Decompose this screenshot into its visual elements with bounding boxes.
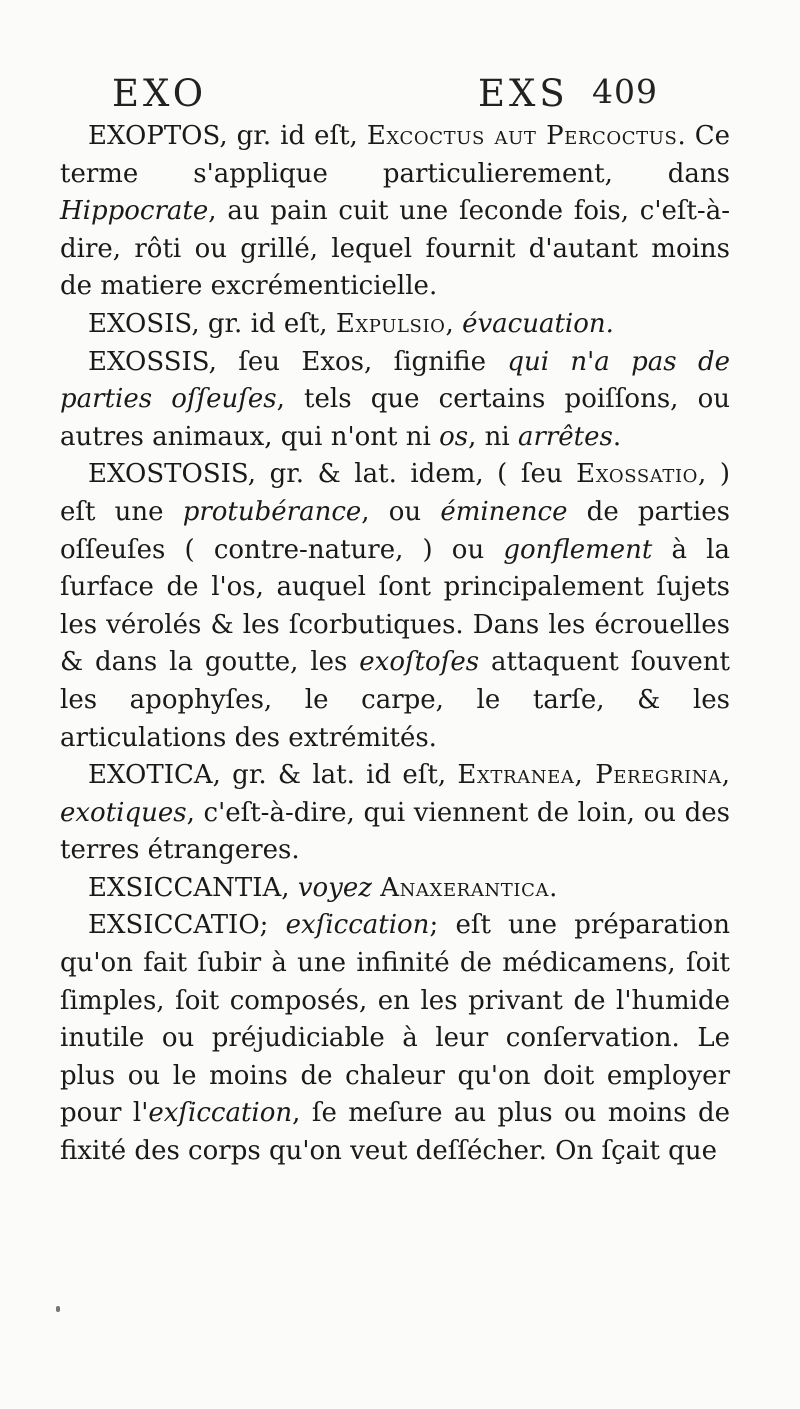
italic-term: gonflement xyxy=(503,534,653,565)
smallcaps-term: Expulsio xyxy=(335,308,446,339)
ink-speck xyxy=(56,1306,60,1312)
smallcaps-term: Excoctus aut Percoctus xyxy=(366,121,678,151)
italic-term: éminence xyxy=(440,496,568,527)
italic-term: Hippocrate xyxy=(60,196,209,227)
entry-text: . Ce terme s'applique particulierement, dans xyxy=(60,121,731,189)
entry-text: EXOPTOS, gr. id eſt, xyxy=(88,121,367,151)
dictionary-entry xyxy=(60,306,730,344)
italic-term: protubérance xyxy=(182,496,362,527)
entry-text: de parties oſſeuſes ( contre-nature, ) ou xyxy=(60,496,730,565)
dictionary-entry xyxy=(60,344,730,457)
italic-term: évacuation. xyxy=(462,308,614,339)
dictionary-entry xyxy=(60,757,730,870)
italic-term: exſiccation xyxy=(148,1098,293,1129)
dictionary-entry xyxy=(60,907,730,1170)
italic-term: os xyxy=(439,421,469,452)
italic-term: qui n'a pas de parties oſſeuſes xyxy=(60,346,730,415)
entry-text: , ſe meſure au plus ou moins de fixité des corps qu'on veut deſſécher. On ſçait que xyxy=(60,1098,730,1167)
entry-text: , ) eſt une xyxy=(60,459,730,527)
dictionary-entry xyxy=(60,118,730,306)
entry-text: , tels que certains poiſſons, ou autres animaux, qui n'ont ni xyxy=(60,384,730,452)
entry-text: . xyxy=(612,421,622,452)
entry-text: , ou xyxy=(361,496,441,527)
dictionary-text xyxy=(60,118,730,1171)
header-right-word: EXS xyxy=(478,72,569,115)
entry-text: EXSICCANTIA, xyxy=(88,872,298,903)
entry-text: , ni xyxy=(468,421,518,452)
entry-text: à la ſurface de l'os, auquel ſont principalement ſujets les vérolés & les ſcorbutiques. Dans les écrouelles & dans la goutte, les xyxy=(60,534,730,678)
entry-text: EXSICCATIO; xyxy=(88,910,286,941)
entry-text: , c'eſt-à-dire, qui viennent de loin, ou des terres étrangeres. xyxy=(60,797,730,866)
entry-text: ; eſt une préparation qu'on fait ſubir à une infinité de médicamens, ſoit ſimples, ſoit composés, en les privant de l'humide inutile ou préjudiciable à leur conſervation. Le plus ou le moins de chaleur qu'on doit employer pour l' xyxy=(60,910,730,1129)
entry-text: EXOSIS, gr. id eſt, xyxy=(88,308,336,339)
smallcaps-term: Extranea, Peregrina xyxy=(457,760,722,791)
italic-term: exotiques xyxy=(60,797,187,828)
dictionary-entry xyxy=(60,870,730,908)
italic-term: exoſtoſes xyxy=(359,647,480,678)
running-header xyxy=(112,72,672,122)
entry-text: , au pain cuit une ſeconde fois, c'eſt-à-dire, rôti ou grillé, lequel fournit d'autant moins de matiere excrémenticielle. xyxy=(60,196,730,302)
entry-text: , xyxy=(721,760,730,791)
italic-term: arrêtes xyxy=(517,421,613,452)
header-left-word: EXO xyxy=(112,72,208,115)
entry-text: attaquent ſouvent les apophyſes, le carpe, le tarſe, & les articulations des extrémités. xyxy=(60,647,730,753)
entry-text: . xyxy=(549,872,558,903)
entry-text xyxy=(372,873,380,903)
entry-text: EXOSSIS, ſeu Exos, ſignifie xyxy=(88,346,508,377)
smallcaps-term: Exossatio xyxy=(576,459,699,490)
smallcaps-term: Anaxerantica xyxy=(380,872,550,903)
italic-term: exſiccation xyxy=(285,910,430,941)
italic-term: voyez xyxy=(297,872,372,903)
entry-text: EXOSTOSIS, gr. & lat. idem, ( ſeu xyxy=(88,459,577,490)
page-number: 409 xyxy=(592,72,658,111)
dictionary-entry xyxy=(60,456,730,757)
entry-text: , xyxy=(445,308,463,339)
entry-text: EXOTICA, gr. & lat. id eſt, xyxy=(88,760,458,791)
